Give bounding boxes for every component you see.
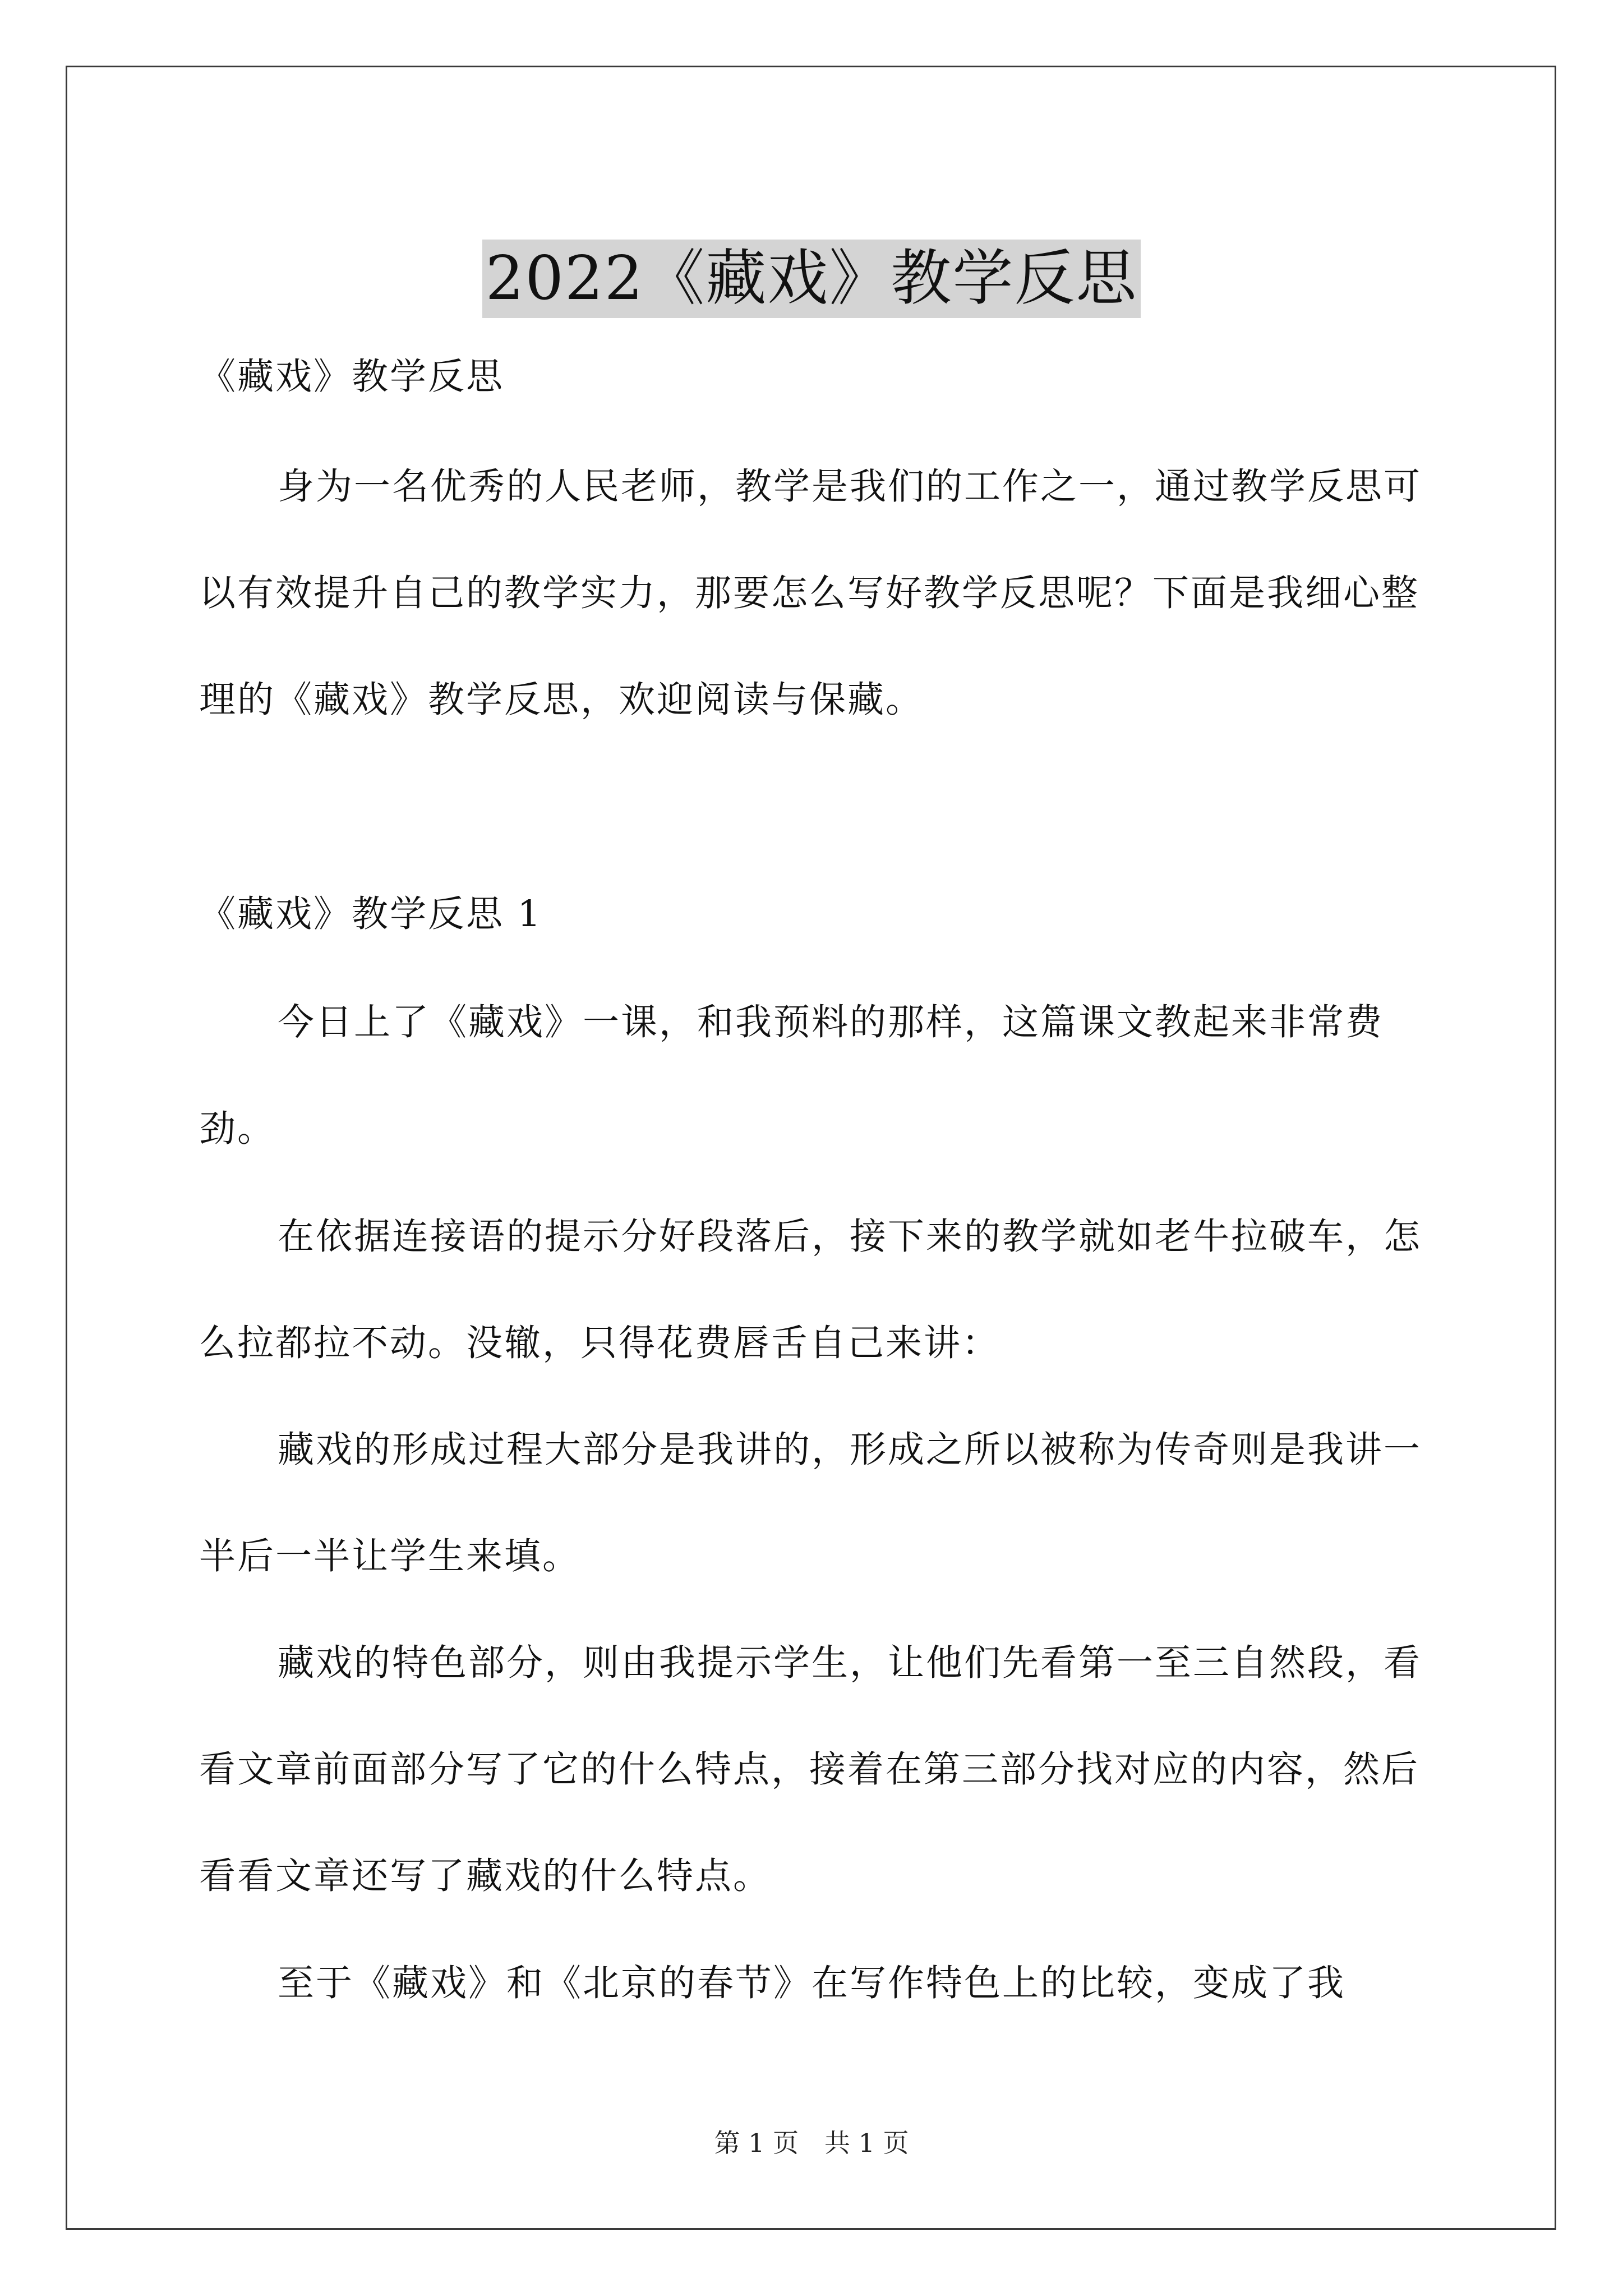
body-paragraph: 藏戏的特色部分，则由我提示学生，让他们先看第一至三自然段，看看文章前面部分写了它的什么特点，接着在第三部分找对应的内容，然后看看文章还写了藏戏的什么特点。 [199, 1642, 1422, 1897]
section-heading-1: 《藏戏》教学反思 1 [199, 893, 543, 935]
body-paragraph: 今日上了《藏戏》一课，和我预料的那样，这篇课文教起来非常费劲。 [199, 1001, 1384, 1150]
document-title: 2022《藏戏》教学反思 [482, 240, 1141, 318]
intro-paragraph: 身为一名优秀的人民老师，教学是我们的工作之一，通过教学反思可以有效提升自己的教学实力，那要怎么写好教学反思呢？下面是我细心整理的《藏戏》教学反思，欢迎阅读与保藏。 [199, 466, 1422, 721]
page-footer: 第 1 页 共 1 页 [714, 2128, 909, 2158]
body-paragraph: 藏戏的形成过程大部分是我讲的，形成之所以被称为传奇则是我讲一半后一半让学生来填。 [199, 1429, 1422, 1577]
body-paragraph: 至于《藏戏》和《北京的春节》在写作特色上的比较，变成了我 [278, 1962, 1346, 2004]
body-paragraph: 在依据连接语的提示分好段落后，接下来的教学就如老牛拉破车，怎么拉都拉不动。没辙，只得花费唇舌自己来讲： [199, 1216, 1422, 1364]
title-container [0, 199, 1623, 359]
document-subtitle: 《藏戏》教学反思 [199, 356, 505, 398]
